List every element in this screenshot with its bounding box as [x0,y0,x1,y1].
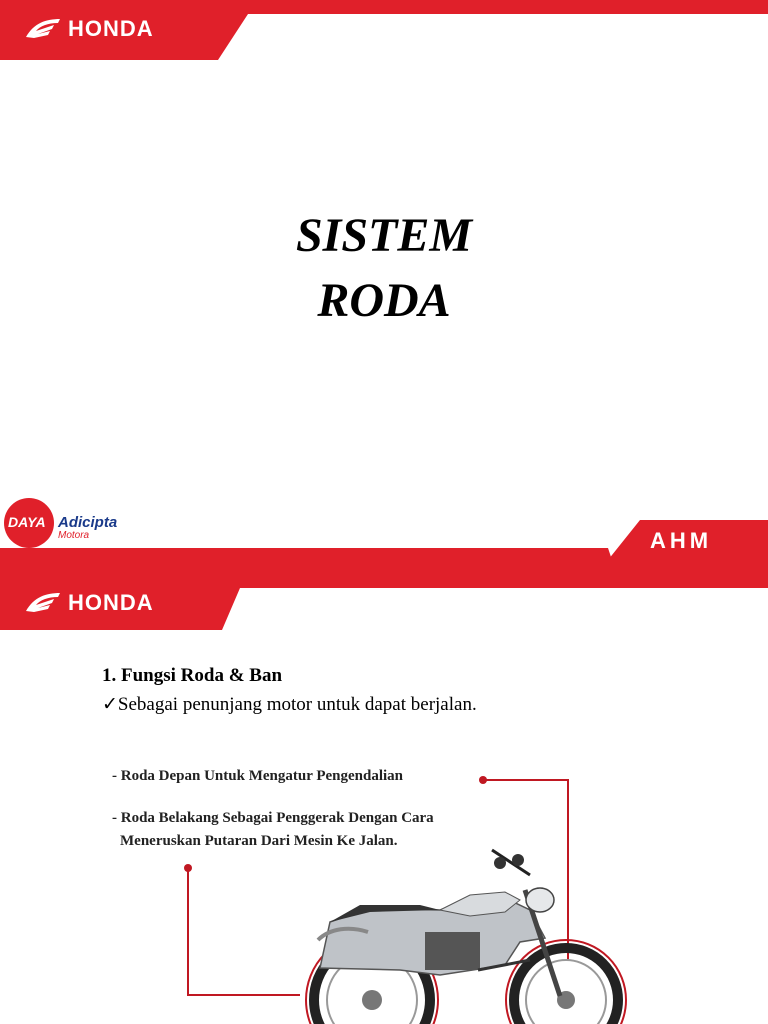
slide-title-line2: RODA [317,274,451,327]
note-front-wheel: - Roda Depan Untuk Mengatur Pengendalian [112,768,404,784]
adicipta-label: Adicipta [58,514,118,531]
callout-dot-front [479,776,487,784]
note-rear-wheel-cont: Meneruskan Putaran Dari Mesin Ke Jalan. [120,833,398,849]
bullet-text: Sebagai penunjang motor untuk dapat berjalan. [117,694,477,715]
section-heading: 1. Fungsi Roda & Ban [102,665,283,686]
checkmark-icon: ✓ [102,694,118,715]
motora-label: Motora [58,530,90,541]
content-slide [0,560,768,1024]
daya-label: DAYA [8,514,46,530]
ahm-wordmark: AHM [650,528,713,553]
slide-title-line1: SISTEM [295,209,473,262]
daya-adicipta-logo [2,496,122,554]
honda-wordmark: HONDA [68,16,154,41]
honda-logo [24,16,154,42]
note-rear-wheel: - Roda Belakang Sebagai Penggerak Dengan Cara [112,810,434,826]
callout-dot-rear [184,864,192,872]
honda-wing-icon [24,17,62,41]
honda-wordmark: HONDA [68,590,154,615]
motorcycle-illustration [0,560,768,1024]
